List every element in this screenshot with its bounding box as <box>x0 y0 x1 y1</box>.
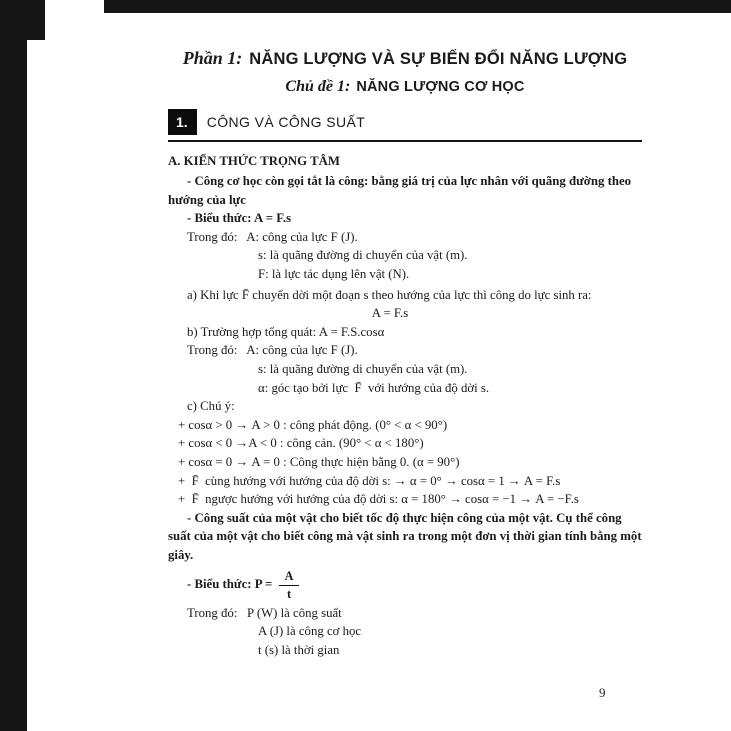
section-title: CÔNG VÀ CÔNG SUẤT <box>206 114 366 130</box>
text-line: Trong đó: A: công của lực F (J). <box>187 229 358 244</box>
text-line: - Công cơ học còn gọi tắt là công: bằng giá trị của lực nhân với quãng đường theo hướng của lực <box>168 174 635 207</box>
text-line: - Biểu thức: P = $\frac{A}{t}$ <box>168 569 642 600</box>
top-edge-bar <box>104 0 731 13</box>
text-line: + F̄ ngược hướng với hướng của độ dời s: α = 180° → cosα = −1 → A = −F.s <box>178 492 579 507</box>
left-edge-bar <box>0 6 27 731</box>
content-lines <box>168 172 645 659</box>
part-title: NĂNG LƯỢNG VÀ SỰ BIẾN ĐỔI NĂNG LƯỢNG <box>249 50 628 68</box>
topic-title: NĂNG LƯỢNG CƠ HỌC <box>356 79 525 95</box>
text-line: - Biểu thức: A = F.s <box>187 211 292 226</box>
text-line: + cosα = 0 → A = 0 : Công thực hiện bằng 0. (α = 90°) <box>178 454 460 469</box>
text-line: a) Khi lực F̄ chuyển dời một đoạn s theo hướng của lực thì công do lực sinh ra: <box>187 287 592 302</box>
page-content <box>168 38 645 659</box>
topic-heading <box>168 78 642 96</box>
text-line: + cosα < 0 →A < 0 : công cản. (90° < α < 180°) <box>178 436 424 451</box>
section-header <box>168 109 642 142</box>
text-line: t (s) là thời gian <box>258 642 340 657</box>
text-line: Trong đó: A: công của lực F (J). <box>187 343 358 358</box>
fraction: $\frac{A}{t}$ <box>279 569 300 600</box>
text-line: s: là quãng đường di chuyển của vật (m). <box>258 361 468 376</box>
text-line: c) Chú ý: <box>187 399 235 414</box>
page-number: 9 <box>599 685 606 700</box>
text-line: b) Trường hợp tổng quát: A = F.S.cosα <box>187 324 385 339</box>
topic-label: Chủ đề 1: <box>285 78 351 95</box>
section-number-box: 1. <box>168 109 197 135</box>
text-line: - Công suất của một vật cho biết tốc độ thực hiện công của một vật. Cụ thể công suất của một vật cho biết công mà vật sinh ra trong một đơn vị thời gian tính bằng một giây. <box>168 510 645 562</box>
text-line: + cosα > 0 → A > 0 : công phát động. (0° < α < 90°) <box>178 417 448 432</box>
text-line: A = F.s <box>371 306 409 321</box>
top-left-corner-block <box>0 0 45 40</box>
heading-key-knowledge: A. KIẾN THỨC TRỌNG TÂM <box>168 154 340 168</box>
part-heading <box>168 48 642 69</box>
text-line: α: góc tạo bởi lực F̄ với hướng của độ dời s. <box>258 380 490 395</box>
text-line: + F̄ cùng hướng với hướng của độ dời s: → α = 0° → cosα = 1 → A = F.s <box>178 473 561 488</box>
text-line: F: là lực tác dụng lên vật (N). <box>258 266 410 281</box>
text-line: A (J) là công cơ học <box>258 624 362 639</box>
text-line: Trong đó: P (W) là công suất <box>187 605 342 620</box>
text-line: s: là quãng đường di chuyển của vật (m). <box>258 248 468 263</box>
part-label: Phần 1: <box>182 48 243 68</box>
